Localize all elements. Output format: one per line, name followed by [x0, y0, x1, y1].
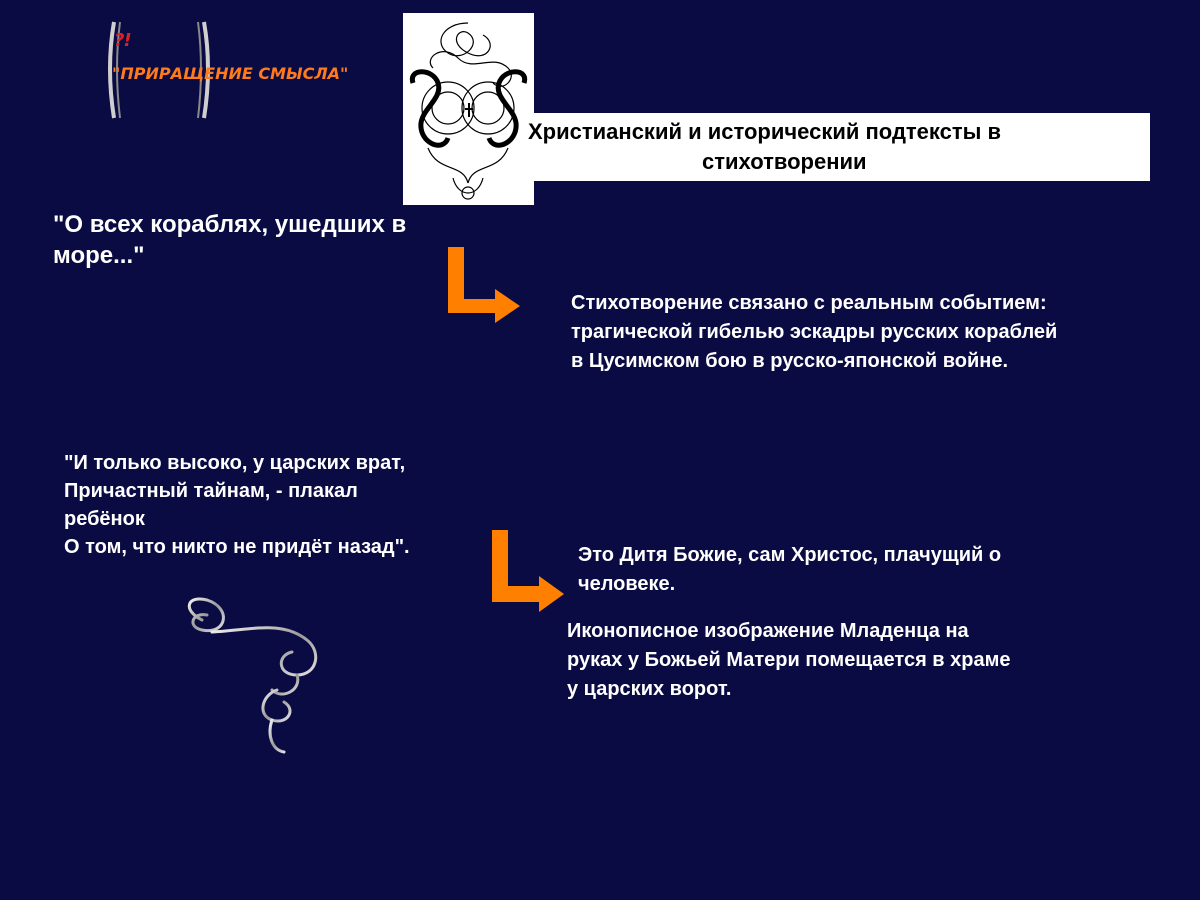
- note-line: трагической гибелью эскадры русских кораблей: [571, 321, 1058, 343]
- logo-badge: [104, 18, 349, 123]
- swirl-ornament-icon: [172, 590, 332, 760]
- note-christ: [578, 541, 1138, 599]
- quote-line: Причастный тайнам, - плакал: [64, 480, 358, 502]
- monogram-ornament: [403, 13, 534, 205]
- note-line: у царских ворот.: [567, 678, 732, 700]
- logo-text: "ПРИРАЩЕНИЕ СМЫСЛА": [112, 64, 349, 83]
- title-line-1: Христианский и исторический подтексты в: [528, 119, 1002, 144]
- quote-line: "И только высоко, у царских врат,: [64, 452, 406, 474]
- elbow-arrow-icon: [440, 243, 525, 325]
- quote-line: ребёнок: [64, 508, 145, 530]
- note-line: Стихотворение связано с реальным событием:: [571, 292, 1047, 314]
- quote-child: [64, 449, 504, 561]
- note-icon-painting: [567, 617, 1147, 704]
- elbow-arrow-icon: [484, 526, 569, 614]
- quote-line: "О всех кораблях, ушедших в: [53, 211, 407, 238]
- quote-line: О том, что никто не придёт назад".: [64, 536, 410, 558]
- quote-line: море...": [53, 242, 145, 269]
- note-line: человеке.: [578, 573, 676, 595]
- logo-marks: ?!: [114, 30, 131, 51]
- note-line: руках у Божьей Матери помещается в храме: [567, 649, 1011, 671]
- slide-title: [528, 113, 1150, 181]
- note-line: Это Дитя Божие, сам Христос, плачущий о: [578, 544, 1002, 566]
- note-historical: [571, 289, 1191, 376]
- note-line: в Цусимском бою в русско-японской войне.: [571, 350, 1009, 372]
- quote-ships: [53, 209, 493, 271]
- note-line: Иконописное изображение Младенца на: [567, 620, 969, 642]
- title-line-2: стихотворении: [702, 149, 867, 174]
- monogram-ornament-icon: [403, 13, 534, 205]
